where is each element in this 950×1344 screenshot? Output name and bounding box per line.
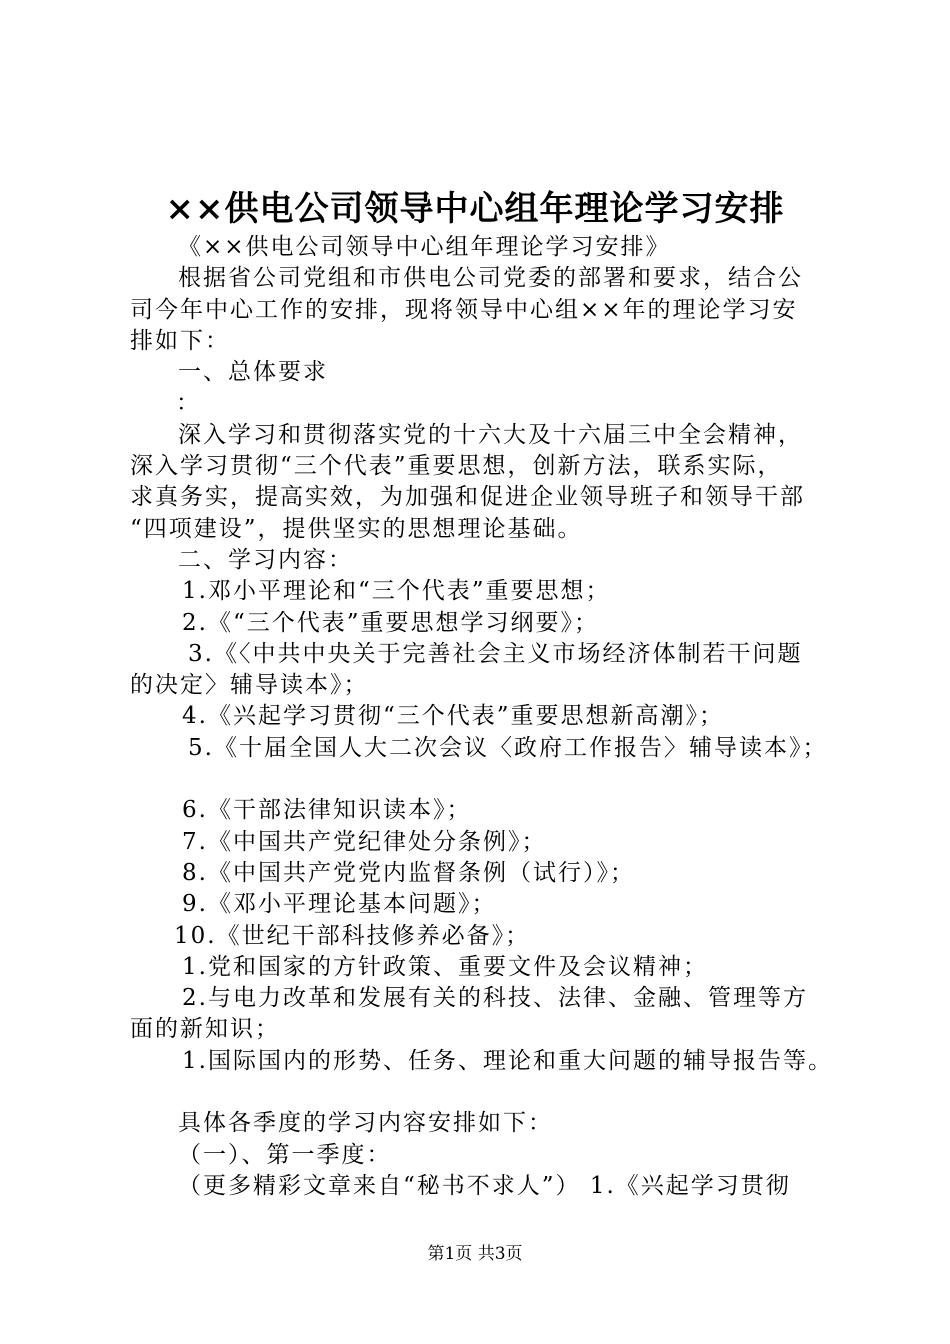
list-item: 3.《〈中共中央关于完善社会主义市场经济体制若干问题 [188,640,803,667]
section-heading: （一）、第一季度： [178,1141,392,1168]
paragraph-line: “四项建设”，提供坚实的思想理论基础。 [130,515,583,542]
section-heading: 二、学习内容： [178,546,353,573]
document-title: ××供电公司领导中心组年理论学习安排 [165,189,785,229]
paragraph-line: 排如下： [130,327,230,354]
section-heading: 一、总体要求 [178,359,328,386]
blank-line [130,1077,835,1108]
list-item: 5.《十届全国人大二次会议〈政府工作报告〉辅导读本》； [188,734,828,761]
list-item: 9.《邓小平理论基本问题》； [182,891,497,918]
list-item: 1.国际国内的形势、任务、理论和重大问题的辅导报告等。 [182,1047,833,1074]
paragraph-line: （更多精彩文章来自“秘书不求人”） 1.《兴起学习贯彻 [178,1172,791,1199]
list-item: 1.党和国家的方针政策、重要文件及会议精神； [182,953,708,980]
paragraph-line: ： [176,390,201,417]
blank-line [130,764,835,795]
list-item: 10.《世纪干部科技修养必备》； [174,922,531,949]
list-item: 7.《中国共产党纪律处分条例》； [182,828,547,855]
document-body [130,232,835,1202]
paragraph-line: 深入学习贯彻“三个代表”重要思想，创新方法，联系实际， [130,453,783,480]
paragraph-line: 根据省公司党组和市供电公司党委的部署和要求，结合公 [178,265,803,292]
page-footer: 第1页 共3页 [427,1244,523,1264]
paragraph-line: 深入学习和贯彻落实党的十六大及十六届三中全会精神， [178,421,803,448]
list-item: 6.《干部法律知识读本》； [182,797,472,824]
paragraph-line: 具体各季度的学习内容安排如下： [178,1110,553,1137]
list-item: 2.《“三个代表”重要思想学习纲要》； [182,609,599,636]
list-item: 4.《兴起学习贯彻“三个代表”重要思想新高潮》； [182,703,724,730]
paragraph-line: 求真务实，提高实效，为加强和促进企业领导班子和领导干部 [130,484,805,511]
list-item: 2.与电力改革和发展有关的科技、法律、金融、管理等方 [182,985,808,1012]
list-item-continuation: 面的新知识； [130,1016,280,1043]
list-item: 8.《中国共产党党内监督条例（试行）》； [182,859,635,886]
paragraph-line: 司今年中心工作的安排，现将领导中心组××年的理论学习安 [130,296,798,323]
list-item-continuation: 的决定〉辅导读本》； [130,672,369,699]
subtitle-line: 《××供电公司领导中心组年理论学习安排》 [178,234,671,260]
list-item: 1.邓小平理论和“三个代表”重要思想； [182,578,611,605]
